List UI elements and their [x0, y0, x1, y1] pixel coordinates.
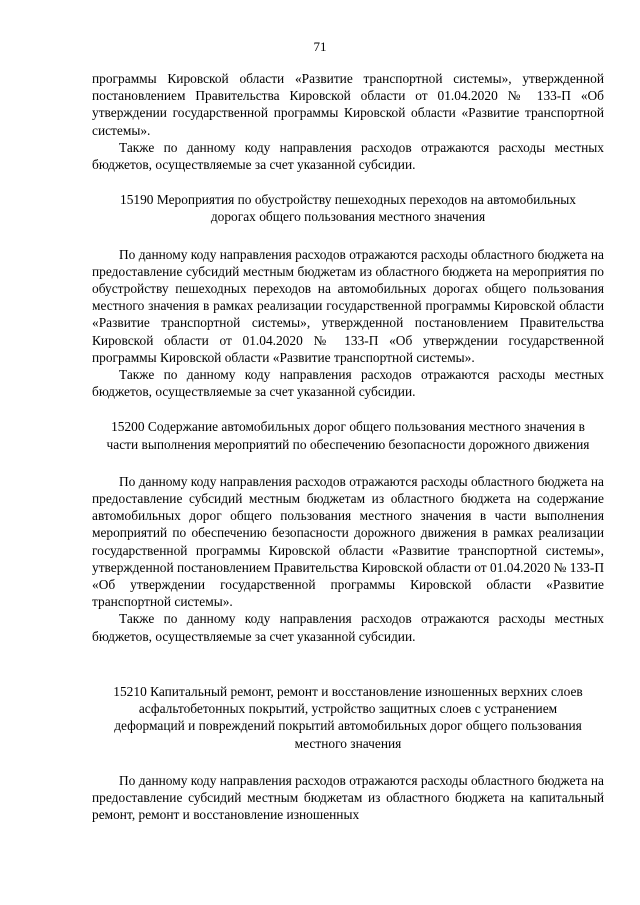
section-heading: 15190 Мероприятия по обустройству пешеходных переходов на автомобильных дорогах общего пользования местного значения	[120, 192, 576, 225]
paragraph: Также по данному коду направления расходов отражаются расходы местных бюджетов, осуществляемые за счет указанной субсидии.	[92, 139, 604, 173]
document-body	[92, 70, 604, 823]
section-heading: 15210 Капитальный ремонт, ремонт и восстановление изношенных верхних слоев асфальтобетонных покрытий, устройство защитных слоев с устранением деформаций и повреждений покрытий автомобильных дорог общего пользования местного значения	[113, 683, 583, 751]
paragraph: программы Кировской области «Развитие транспортной системы», утвержденной постановлением Правительства Кировской области от 01.04.2020 № 133-П «Об утверждении государственной программы Кировской области «Развитие транспортной системы».	[92, 71, 604, 138]
section-heading: 15200 Содержание автомобильных дорог общего пользования местного значения в части выполнения мероприятий по обеспечению безопасности дорожного движения	[106, 419, 590, 452]
page-number: 71	[313, 39, 327, 54]
paragraph: По данному коду направления расходов отражаются расходы областного бюджета на предоставление субсидий местным бюджетам из областного бюджета на мероприятия по обустройству пешеходных переходов на автомобильных дорогах общего пользования местного значения в рамках реализации государственной программы Кировской области «Развитие транспортной системы», утвержденной постановлением Правительства Кировской области от 01.04.2020 № 133-П «Об утверждении государственной программы Кировской области «Развитие транспортной системы».	[92, 246, 604, 365]
paragraph: Также по данному коду направления расходов отражаются расходы местных бюджетов, осуществляемые за счет указанной субсидии.	[92, 367, 604, 400]
paragraph: По данному коду направления расходов отражаются расходы областного бюджета на предоставление субсидий местным бюджетам из областного бюджета на содержание автомобильных дорог общего пользования местного значения в части выполнения мероприятий по обеспечению безопасности дорожного движения в рамках реализации государственной программы Кировской области «Развитие транспортной системы», утвержденной постановлением Правительства Кировской области от 01.04.2020 № 133-П «Об утверждении государственной программы Кировской области «Развитие транспортной системы».	[92, 473, 604, 610]
paragraph: По данному коду направления расходов отражаются расходы областного бюджета на предоставление субсидий местным бюджетам из областного бюджета на капитальный ремонт, ремонт и восстановление изношенных	[92, 772, 604, 823]
paragraph: Также по данному коду направления расходов отражаются расходы местных бюджетов, осуществляемые за счет указанной субсидии.	[92, 611, 604, 644]
